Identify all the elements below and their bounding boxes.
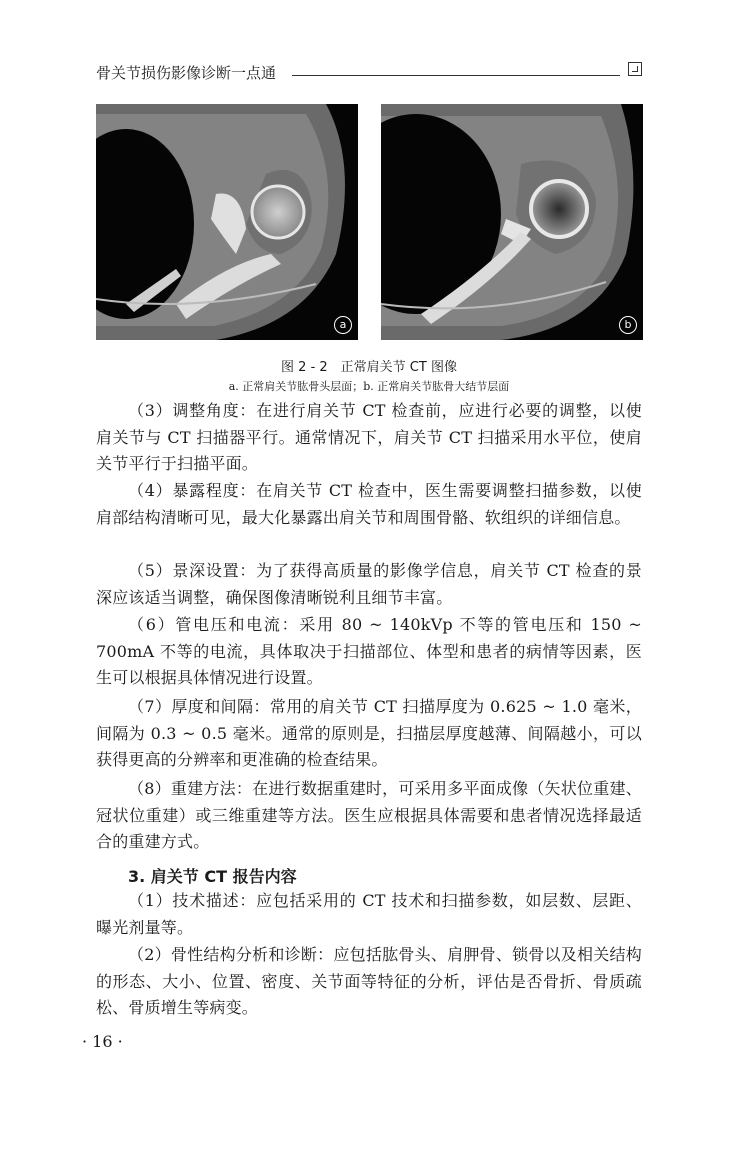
paragraph-tube-voltage-current: （6）管电压和电流：采用 80 ~ 140kVp 不等的管电压和 150 ~ 700mA 不等的电流，具体取决于扫描部位、体型和患者的病情等因素，医生可以根据具体情况进行设置。 <box>96 615 642 687</box>
paragraph-technical-description: （1）技术描述：应包括采用的 CT 技术和扫描参数，如层数、层距、曝光剂量等。 <box>96 891 642 937</box>
figure-subcaption: a. 正常肩关节肱骨头层面；b. 正常肩关节肱骨大结节层面 <box>228 380 510 393</box>
paragraph-adjust-angle: （3）调整角度：在进行肩关节 CT 检查前，应进行必要的调整，以使肩关节与 CT 扫描器平行。通常情况下，肩关节 CT 扫描采用水平位，使肩关节平行于扫描平面。 <box>96 401 642 473</box>
ct-scan-greater-tubercle-illustration <box>381 104 643 340</box>
panel-b-label: b <box>619 316 637 334</box>
panel-a-label: a <box>334 316 352 334</box>
running-header <box>96 58 642 86</box>
ct-scan-humeral-head-illustration <box>96 104 358 340</box>
header-rule <box>292 75 620 76</box>
paragraph-thickness-interval: （7）厚度和间隔：常用的肩关节 CT 扫描厚度为 0.625 ~ 1.0 毫米，间隔为 0.3 ~ 0.5 毫米。通常的原则是，扫描层厚度越薄、间隔越小，可以获得更高的分辨率和更准确的检查结果。 <box>96 697 642 769</box>
figure-caption: 图 2 - 2 正常肩关节 CT 图像 <box>281 360 457 375</box>
paragraph-reconstruction: （8）重建方法：在进行数据重建时，可采用多平面成像（矢状位重建、冠状位重建）或三维重建等方法。医生应根据具体需要和患者情况选择最适合的重建方式。 <box>96 779 642 851</box>
section-heading: 3. 肩关节 CT 报告内容 <box>128 867 297 886</box>
page-number: · 16 · <box>82 1032 123 1051</box>
paragraph-bone-structure-analysis: （2）骨性结构分析和诊断：应包括肱骨头、肩胛骨、锁骨以及相关结构的形态、大小、位置、密度、关节面等特征的分析，评估是否骨折、骨质疏松、骨质增生等病变。 <box>96 945 642 1017</box>
paragraph-exposure: （4）暴露程度：在肩关节 CT 检查中，医生需要调整扫描参数，以使肩部结构清晰可见，最大化暴露出肩关节和周围骨骼、软组织的详细信息。 <box>96 481 642 527</box>
corner-ornament-icon <box>628 62 642 76</box>
ct-image-a <box>96 104 358 340</box>
paragraph-depth-of-field: （5）景深设置：为了获得高质量的影像学信息，肩关节 CT 检查的景深应该适当调整，确保图像清晰锐利且细节丰富。 <box>96 561 642 607</box>
book-title: 骨关节损伤影像诊断一点通 <box>96 64 277 82</box>
ct-image-b <box>381 104 643 340</box>
